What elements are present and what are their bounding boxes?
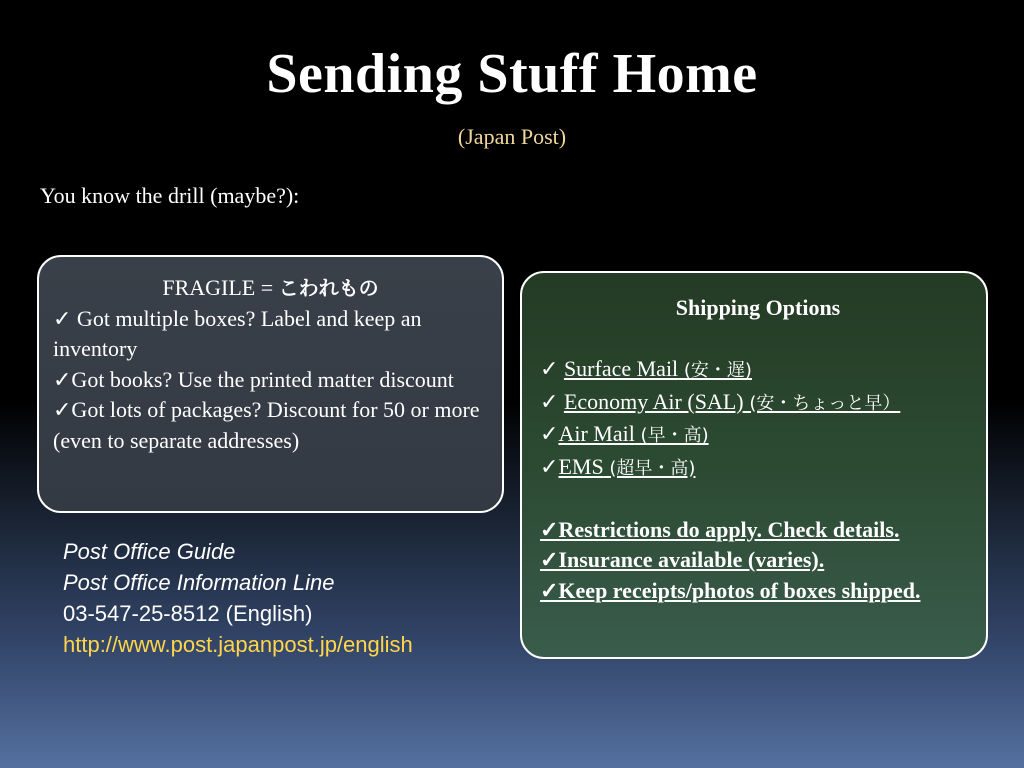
post-office-info-line: Post Office Information Line bbox=[63, 570, 335, 595]
fragile-tips-box bbox=[37, 255, 504, 513]
contact-info bbox=[63, 536, 413, 660]
shipping-options-box bbox=[520, 271, 988, 659]
shipping-note-receipts[interactable]: ✓Keep receipts/photos of boxes shipped. bbox=[540, 577, 921, 603]
shipping-option-surface-mail bbox=[540, 354, 976, 387]
shipping-note-restrictions[interactable]: ✓Restrictions do apply. Check details. bbox=[540, 516, 900, 542]
shipping-option-air-mail bbox=[540, 419, 976, 452]
air-mail-link[interactable]: Air Mail (早・高) bbox=[558, 421, 709, 446]
spacer bbox=[540, 484, 976, 515]
slide-title: Sending Stuff Home bbox=[266, 43, 758, 105]
intro-text: You know the drill (maybe?): bbox=[40, 183, 300, 208]
shipping-heading: Shipping Options bbox=[675, 295, 841, 320]
check-icon: ✓ bbox=[540, 356, 564, 381]
fragile-heading bbox=[53, 273, 488, 304]
shipping-note-insurance[interactable]: ✓Insurance available (varies). bbox=[540, 547, 825, 572]
fragile-tip: ✓ Got multiple boxes? Label and keep an inventory bbox=[53, 305, 422, 361]
check-icon: ✓ bbox=[540, 388, 564, 414]
surface-mail-link[interactable]: Surface Mail (安・遅) bbox=[563, 356, 752, 381]
fragile-tip: ✓Got books? Use the printed matter discount bbox=[53, 366, 454, 392]
fragile-tip: ✓Got lots of packages? Discount for 50 or more (even to separate addresses) bbox=[53, 397, 480, 453]
shipping-option-ems bbox=[540, 452, 976, 485]
fragile-label-jp: こわれもの bbox=[278, 276, 379, 300]
japan-post-url-link[interactable]: http://www.post.japanpost.jp/english bbox=[63, 632, 413, 657]
fragile-label: FRAGILE = bbox=[162, 275, 279, 300]
phone-number: 03-547-25-8512 (English) bbox=[63, 601, 313, 626]
slide-subtitle: (Japan Post) bbox=[457, 124, 567, 149]
check-icon: ✓ bbox=[540, 453, 559, 479]
check-icon: ✓ bbox=[540, 421, 559, 446]
ems-link[interactable]: EMS (超早・高) bbox=[558, 453, 696, 479]
shipping-option-economy-air bbox=[540, 387, 976, 420]
post-office-guide: Post Office Guide bbox=[63, 539, 236, 564]
economy-air-link[interactable]: Economy Air (SAL) (安・ちょっと早） bbox=[563, 388, 901, 414]
